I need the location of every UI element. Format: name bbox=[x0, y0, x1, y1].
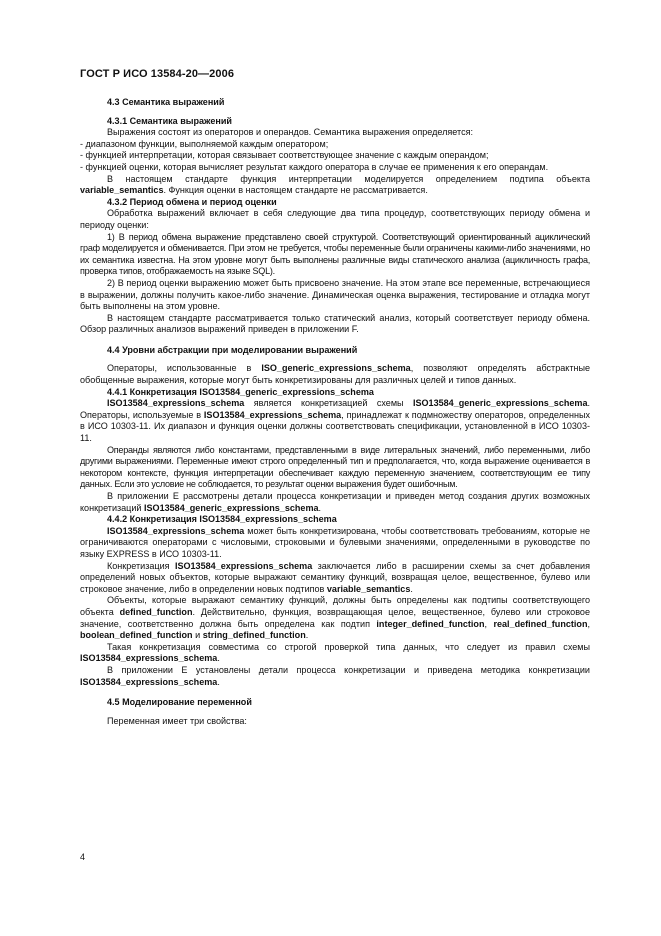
standard-header: ГОСТ Р ИСО 13584-20—2006 bbox=[80, 68, 235, 80]
paragraph: 2) В период оценки выражению может быть присвоено значение. На этом этапе все переменные, встречающиеся в выражении, должны получить какое-либо значение. Динамическая оценка выражения, тестирование и отладка могут быть выполнены на этом уровне. bbox=[80, 277, 590, 312]
paragraph: Операнды являются либо константами, представленными в виде литеральных значений, либо переменными, либо другими выражениями. Переменные имеют строго определенный тип и предполагается, что, когда выражение оценивается в некотором контексте, функция интерпретации обеспечивает каждую переменную значением, соответствующим ее типу данных. Если это условие не соблюдается, то результат оценки выражения будет ошибочным. bbox=[80, 444, 590, 490]
page-number: 4 bbox=[80, 852, 86, 862]
paragraph: Операторы, использованные в ISO_generic_expressions_schema, позволяют определять абстрактные обобщенные выражения, которые могут быть конкретизированы для различных целей и типов данных. bbox=[80, 363, 590, 386]
paragraph: Выражения состоят из операторов и операндов. Семантика выражения определяется: bbox=[107, 127, 474, 138]
paragraph: В приложении E рассмотрены детали процесса конкретизации и приведен метод создания других возможных конкретизаций ISO13584_generic_expressions_schema. bbox=[80, 491, 590, 513]
section-4-3-2-heading: 4.3.2 Период обмена и период оценки bbox=[107, 196, 277, 207]
list-item: - функцией интерпретации, которая связывает соответствующее значение с каждым операндом; bbox=[80, 150, 489, 161]
paragraph: В приложении E установлены детали процесса конкретизации и приведена методика конкретизации ISO13584_expressions_schema. bbox=[80, 664, 590, 687]
paragraph: Объекты, которые выражают семантику функций, должны быть определены как подтипы соответствующего объекта defined_function. Действительно, функция, возвращающая целое, вещественное, булево или строковое значение, соответственно должна быть определена как подтип integer_defined_function, real_defined_function, boolean_defined_function и string_defined_function. bbox=[80, 595, 590, 641]
section-4-3-1-heading: 4.3.1 Семантика выражений bbox=[107, 115, 232, 126]
paragraph: ISO13584_expressions_schema может быть конкретизирована, чтобы соответствовать требованиям, которые не ограничиваются операторами с числовыми, строковыми и булевыми значениями, определенными в руководстве по языку EXPRESS в ИСО 10303-11. bbox=[80, 525, 590, 559]
paragraph: В настоящем стандарте рассматривается только статический анализ, который соответствует периоду обмена. Обзор различных анализов выражений приведен в приложении F. bbox=[80, 312, 590, 335]
paragraph: 1) В период обмена выражение представлено своей структурой. Соответствующий ориентированный ациклический граф моделируется и обменивается. При этом не требуется, чтобы переменные были ограничены какими-либо значениями, но их семантика известна. На этом уровне могут быть выполнены различные виды статического анализа (ацикличность графа, проверка типов, отображаемость на языке SQL). bbox=[80, 231, 590, 277]
section-4-3-heading: 4.3 Семантика выражений bbox=[107, 97, 225, 107]
section-4-4-2-heading: 4.4.2 Конкретизация ISO13584_expressions_schema bbox=[107, 514, 337, 525]
paragraph: В настоящем стандарте функция интерпретации моделируется определением подтипа объекта variable_semantics. Функция оценки в настоящем стандарте не рассматривается. bbox=[80, 173, 590, 196]
paragraph: Конкретизация ISO13584_expressions_schema заключается либо в расширении схемы за счет добавления определений новых объектов, которые выражают семантику функций, возвращая целое, вещественное, булево или строковое значение, либо в определении новых подтипов variable_semantics. bbox=[80, 560, 590, 594]
section-4-4-1-heading: 4.4.1 Конкретизация ISO13584_generic_expressions_schema bbox=[107, 386, 374, 397]
paragraph: Такая конкретизация совместима со строгой проверкой типа данных, что следует из правил схемы ISO13584_expressions_schema. bbox=[80, 641, 590, 664]
paragraph: ISO13584_expressions_schema является конкретизацией схемы ISO13584_generic_expressions_schema. Операторы, используемые в ISO13584_expressions_schema, принадлежат к подмножеству операторов, определенных в ИСО 10303-11. Их диапазон и функция оценки должны соответствовать спецификации, установленной в ИСО 10303-11. bbox=[80, 398, 590, 444]
list-item: - диапазоном функции, выполняемой каждым оператором; bbox=[80, 138, 329, 149]
section-4-4-heading: 4.4 Уровни абстракции при моделировании выражений bbox=[107, 344, 358, 355]
paragraph: Переменная имеет три свойства: bbox=[107, 715, 247, 726]
document-body bbox=[80, 94, 590, 727]
section-4-5-heading: 4.5 Моделирование переменной bbox=[107, 697, 252, 708]
paragraph: Обработка выражений включает в себя следующие два типа процедур, соответствующих периоду обмена и периоду оценки: bbox=[80, 208, 590, 230]
list-item: - функцией оценки, которая вычисляет результат каждого оператора в случае ее применения к его операндам. bbox=[80, 161, 549, 172]
